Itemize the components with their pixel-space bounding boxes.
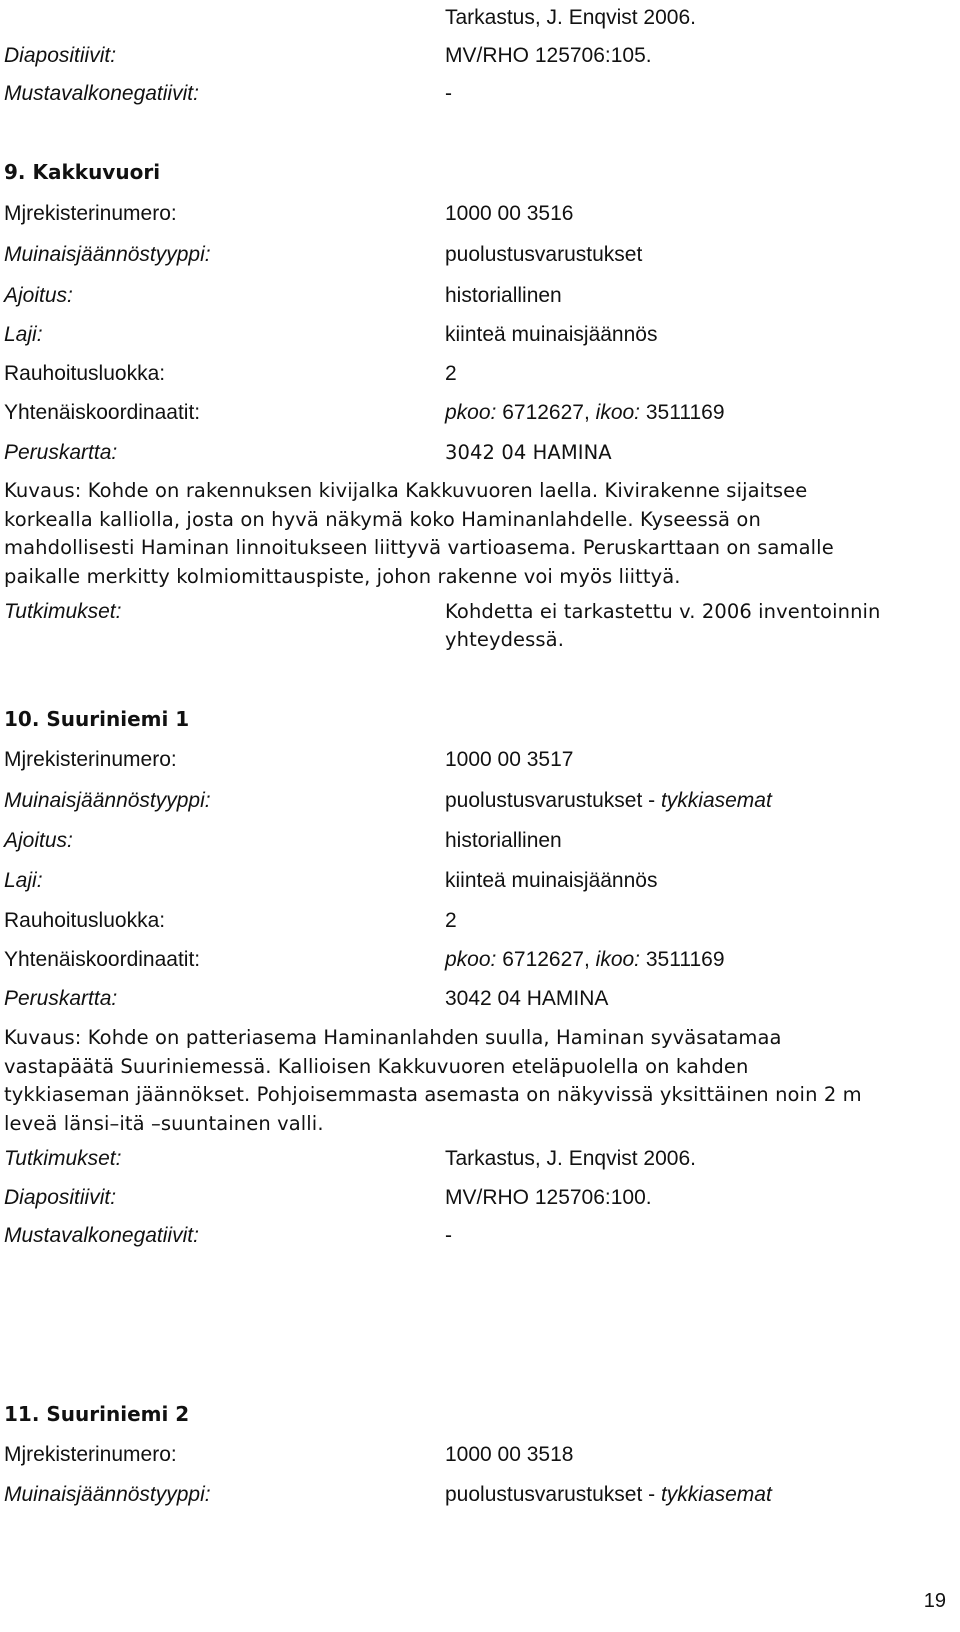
tutkimukset-label: Tutkimukset: xyxy=(4,600,122,623)
mjrekisteri-value: 1000 00 3517 xyxy=(445,748,574,771)
peruskartta-label: Peruskartta: xyxy=(4,441,118,464)
mustavalko-label: Mustavalkonegatiivit: xyxy=(4,82,199,105)
kuvaus-line: Kuvaus: Kohde on rakennuksen kivijalka Kakkuvuoren laella. Kivirakenne sijaitsee xyxy=(4,479,808,502)
peruskartta-label: Peruskartta: xyxy=(4,987,118,1010)
mjrekisteri-label: Mjrekisterinumero: xyxy=(4,1443,177,1466)
kuvaus-line: leveä länsi–itä –suuntainen valli. xyxy=(4,1111,324,1135)
koord-value xyxy=(445,946,725,974)
mjrekisteri-label: Mjrekisterinumero: xyxy=(4,748,177,771)
tutkimukset-value-cont: yhteydessä. xyxy=(445,628,565,651)
kuvaus-paragraph xyxy=(4,1024,934,1138)
kuvaus-line: Kuvaus: Kohde on patteriasema Haminanlahden suulla, Haminan syväsatamaa xyxy=(4,1026,782,1049)
ajoitus-label: Ajoitus: xyxy=(4,829,73,852)
pkoo-value: 6712627, xyxy=(502,401,590,424)
ajoitus-value: historiallinen xyxy=(445,829,562,852)
tyyppi-value-italic: tykkiasemat xyxy=(660,789,772,812)
kuvaus-line: tykkiaseman jäännökset. Pohjoisemmasta asemasta on näkyvissä yksittäinen noin 2 m xyxy=(4,1083,862,1106)
ikoo-value: 3511169 xyxy=(645,948,725,971)
peruskartta-value: 3042 04 HAMINA xyxy=(445,441,612,464)
tyyppi-value xyxy=(445,787,772,815)
rauhoitus-label: Rauhoitusluokka: xyxy=(4,362,166,385)
diapositiivit-value: MV/RHO 125706:100. xyxy=(445,1186,652,1209)
diapositiivit-label: Diapositiivit: xyxy=(4,1186,117,1209)
tyyppi-label: Muinaisjäännöstyyppi: xyxy=(4,789,211,812)
peruskartta-value: 3042 04 HAMINA xyxy=(445,987,609,1010)
section-heading: 10. Suuriniemi 1 xyxy=(4,707,190,731)
pkoo-label: pkoo: xyxy=(445,401,497,424)
laji-label: Laji: xyxy=(4,323,43,346)
koord-label: Yhtenäiskoordinaatit: xyxy=(4,948,201,971)
laji-value: kiinteä muinaisjäännös xyxy=(445,323,658,346)
rauhoitus-value: 2 xyxy=(445,362,457,385)
pkoo-label: pkoo: xyxy=(445,948,497,971)
mjrekisteri-value: 1000 00 3518 xyxy=(445,1443,574,1466)
ajoitus-value: historiallinen xyxy=(445,284,562,307)
ikoo-label: ikoo: xyxy=(595,401,641,424)
laji-label: Laji: xyxy=(4,869,43,892)
koord-value xyxy=(445,399,725,427)
tyyppi-value xyxy=(445,1481,772,1509)
ikoo-label: ikoo: xyxy=(595,948,641,971)
tutkimukset-value: Kohdetta ei tarkastettu v. 2006 inventoinnin xyxy=(445,600,881,623)
tutkimukset-value: Tarkastus, J. Enqvist 2006. xyxy=(445,6,696,29)
kuvaus-line: paikalle merkitty kolmiomittauspiste, johon rakenne voi myös liittyä. xyxy=(4,564,681,588)
tutkimukset-label: Tutkimukset: xyxy=(4,1147,122,1170)
ajoitus-label: Ajoitus: xyxy=(4,284,73,307)
tyyppi-value-text: puolustusvarustukset xyxy=(445,243,643,266)
mustavalko-label: Mustavalkonegatiivit: xyxy=(4,1224,199,1247)
tyyppi-value-text: puolustusvarustukset - xyxy=(445,1483,661,1506)
tyyppi-value xyxy=(445,241,642,269)
tyyppi-label: Muinaisjäännöstyyppi: xyxy=(4,243,211,266)
tyyppi-value-text: puolustusvarustukset - xyxy=(445,789,661,812)
diapositiivit-label: Diapositiivit: xyxy=(4,44,117,67)
koord-label: Yhtenäiskoordinaatit: xyxy=(4,401,201,424)
tutkimukset-value: Tarkastus, J. Enqvist 2006. xyxy=(445,1147,696,1170)
mjrekisteri-label: Mjrekisterinumero: xyxy=(4,202,177,225)
mjrekisteri-value: 1000 00 3516 xyxy=(445,202,574,225)
page-number: 19 xyxy=(923,1590,946,1612)
diapositiivit-value: MV/RHO 125706:105. xyxy=(445,44,652,67)
kuvaus-line: mahdollisesti Haminan linnoitukseen liittyvä vartioasema. Peruskarttaan on samalle xyxy=(4,536,834,559)
laji-value: kiinteä muinaisjäännös xyxy=(445,869,658,892)
rauhoitus-value: 2 xyxy=(445,909,457,932)
section-heading: 9. Kakkuvuori xyxy=(4,160,161,184)
mustavalko-value: - xyxy=(445,82,452,105)
tyyppi-value-italic: tykkiasemat xyxy=(660,1483,772,1506)
mustavalko-value: - xyxy=(445,1224,452,1247)
tyyppi-label: Muinaisjäännöstyyppi: xyxy=(4,1483,211,1506)
pkoo-value: 6712627, xyxy=(502,948,590,971)
kuvaus-paragraph xyxy=(4,477,934,591)
kuvaus-line: korkealla kalliolla, josta on hyvä näkymä koko Haminanlahdelle. Kyseessä on xyxy=(4,507,761,531)
rauhoitus-label: Rauhoitusluokka: xyxy=(4,909,166,932)
ikoo-value: 3511169 xyxy=(645,401,725,424)
section-heading: 11. Suuriniemi 2 xyxy=(4,1402,190,1426)
kuvaus-line: vastapäätä Suuriniemessä. Kallioisen Kakkuvuoren eteläpuolella on kahden xyxy=(4,1054,749,1078)
